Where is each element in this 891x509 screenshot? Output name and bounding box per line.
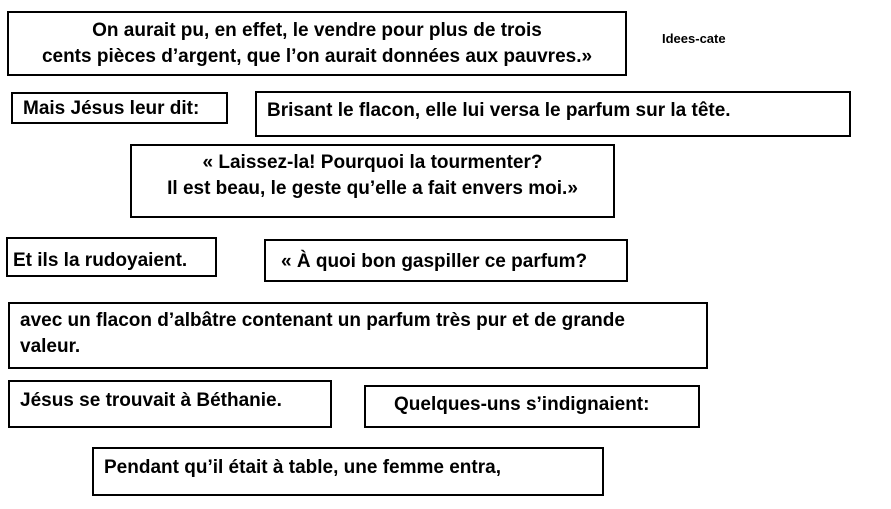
card-line: Et ils la rudoyaient.	[13, 250, 188, 271]
watermark-text: Idees-cate	[662, 31, 726, 46]
text-card-mais-jesus	[11, 92, 228, 124]
card-line: « À quoi bon gaspiller ce parfum?	[281, 251, 588, 272]
card-line: « Laissez-la! Pourquoi la tourmenter?	[202, 152, 543, 173]
text-card-flacon-albatre	[8, 302, 708, 369]
text-card-laissez-la	[130, 144, 615, 218]
text-card-trois-cents-pieces	[7, 11, 627, 76]
text-card-femme-entra	[92, 447, 604, 496]
card-line: On aurait pu, en effet, le vendre pour plus de trois	[92, 20, 542, 41]
text-card-indignaient	[364, 385, 700, 428]
text-card-brisant-le-flacon	[255, 91, 851, 137]
card-line: valeur.	[20, 336, 81, 357]
card-line: Mais Jésus leur dit:	[23, 98, 200, 119]
card-line: Quelques-uns s’indignaient:	[394, 394, 650, 415]
card-line: Il est beau, le geste qu’elle a fait envers moi.»	[167, 178, 578, 199]
text-card-rudoyaient	[6, 237, 217, 277]
card-line: Pendant qu’il était à table, une femme entra,	[104, 457, 501, 478]
text-card-gaspiller	[264, 239, 628, 282]
card-line: avec un flacon d’albâtre contenant un parfum très pur et de grande	[20, 310, 625, 331]
card-line: Jésus se trouvait à Béthanie.	[20, 390, 282, 411]
card-line: Brisant le flacon, elle lui versa le parfum sur la tête.	[267, 100, 731, 121]
card-line: cents pièces d’argent, que l’on aurait données aux pauvres.»	[41, 46, 593, 67]
text-card-bethanie	[8, 380, 332, 428]
